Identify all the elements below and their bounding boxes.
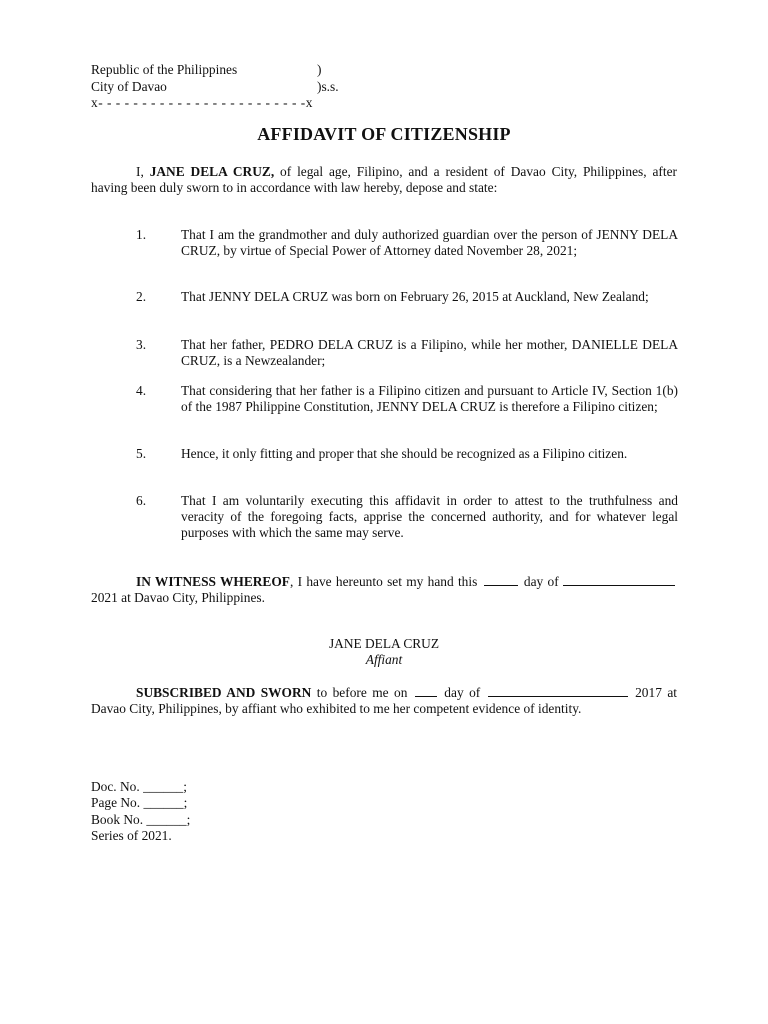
caption-republic: Republic of the Philippines	[91, 62, 238, 77]
statement-number: 1.	[136, 227, 147, 242]
affiant-name: JANE DELA CRUZ,	[149, 164, 275, 179]
statement-number: 3.	[136, 337, 147, 352]
statement-text: That her father, PEDRO DELA CRUZ is a Filipino, while her mother, DANIELLE DELA CRUZ, is a Newzealander;	[181, 337, 678, 369]
doc-number: Doc. No. ______;	[91, 779, 187, 794]
witness-heading: IN WITNESS WHEREOF	[136, 574, 290, 589]
statement-text: That JENNY DELA CRUZ was born on February 26, 2015 at Auckland, New Zealand;	[181, 289, 649, 304]
statement-number: 6.	[136, 493, 147, 508]
series-year: Series of 2021.	[91, 827, 172, 843]
blank-month-line	[488, 684, 628, 697]
blank-day-line	[484, 573, 518, 586]
statement-text: Hence, it only fitting and proper that she should be recognized as a Filipino citizen.	[181, 446, 628, 461]
intro-paragraph	[91, 164, 677, 196]
jurat-text-2: day of	[438, 685, 486, 700]
book-number: Book No. ______;	[91, 811, 191, 827]
signatory-role: Affiant	[365, 652, 403, 668]
signature-block	[0, 636, 768, 668]
witness-paragraph	[91, 573, 677, 606]
jurat-text-3: 2017 at Davao City, Philippines, by affiant who exhibited to me her competent evidence of identity.	[91, 685, 677, 717]
statement-number: 5.	[136, 446, 147, 461]
venue-caption	[91, 62, 391, 111]
caption-city: City of Davao	[91, 78, 167, 94]
notarial-register	[91, 779, 291, 844]
caption-line-republic	[91, 62, 391, 79]
blank-month-line	[563, 573, 675, 586]
caption-paren-1: )	[317, 62, 322, 77]
caption-ss: )s.s.	[317, 78, 339, 94]
caption-divider: x- - - - - - - - - - - - - - - - - - - - - - - -x	[91, 95, 313, 110]
jurat-text-1: to before me on	[311, 685, 413, 700]
caption-line-city	[91, 79, 391, 96]
signatory-name: JANE DELA CRUZ	[328, 636, 440, 651]
statement-text: That I am the grandmother and duly authorized guardian over the person of JENNY DELA CRUZ, by virtue of Special Power of Attorney dated November 28, 2021;	[181, 227, 678, 259]
statement-text: That I am voluntarily executing this affidavit in order to attest to the truthfulness and veracity of the foregoing facts, apprise the concerned authority, and for whatever legal purposes with which the same may serve.	[181, 493, 678, 541]
intro-prefix: I,	[136, 164, 150, 179]
statement-text: That considering that her father is a Filipino citizen and pursuant to Article IV, Section 1(b) of the 1987 Philippine Constitution, JENNY DELA CRUZ is therefore a Filipino citizen;	[181, 383, 678, 415]
witness-text-2: day of	[519, 574, 563, 589]
statement-number: 4.	[136, 383, 147, 398]
jurat-paragraph	[91, 684, 677, 717]
page-number: Page No. ______;	[91, 795, 188, 811]
witness-text-1: , I have hereunto set my hand this	[289, 574, 482, 589]
statement-number: 2.	[136, 289, 147, 304]
jurat-heading: SUBSCRIBED AND SWORN	[136, 685, 312, 700]
intro-text: of legal age, Filipino, and a resident of Davao City, Philippines, after having been duly sworn to in accordance with law hereby, depose and state:	[91, 164, 678, 196]
blank-day-line	[415, 684, 437, 697]
document-title: AFFIDAVIT OF CITIZENSHIP	[257, 124, 511, 144]
witness-text-3: 2021 at Davao City, Philippines.	[91, 590, 265, 606]
